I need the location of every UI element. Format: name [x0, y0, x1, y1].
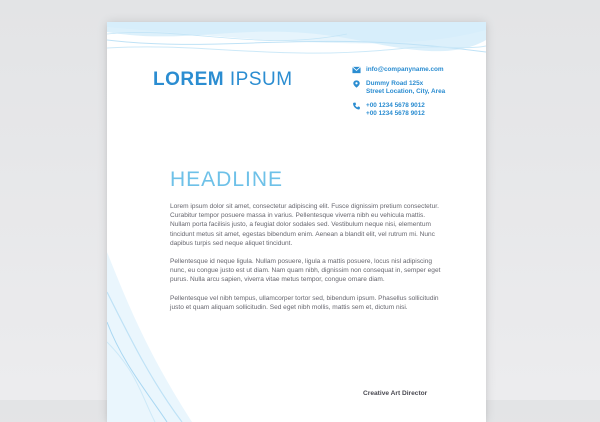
- signature-title: Creative Art Director: [363, 390, 428, 397]
- letter-body: [170, 202, 445, 321]
- brand-bold: LOREM: [153, 69, 225, 90]
- contact-phone-2[interactable]: +00 1234 5678 9012: [366, 110, 425, 117]
- contact-block: [352, 66, 482, 118]
- contact-address-line1: Dummy Road 125x: [366, 80, 424, 87]
- brand-light: IPSUM: [229, 69, 293, 90]
- contact-email[interactable]: info@companyname.com: [366, 66, 444, 73]
- contact-phone-1[interactable]: +00 1234 5678 9012: [366, 102, 425, 109]
- paragraph-2: Pellentesque id neque ligula. Nullam posuere, ligula a mattis posuere, locus nisl adipiscing nunc, eu congue justo est ut diam. Nam quam nibh, dignissim non consequat in, semper eget purus. Nulla arcu sapien, viverra vitae metus tempor, congue ornare diam.: [170, 258, 441, 284]
- company-logo-text: [153, 69, 293, 91]
- contact-address-row: [352, 80, 482, 96]
- contact-address-line2: Street Location, City, Area: [366, 88, 446, 95]
- location-pin-icon: [352, 80, 361, 88]
- paragraph-1: Lorem ipsum dolor sit amet, consectetur adipiscing elit. Fusce dignissim pretium consectetur. Curabitur tempor posuere massa in varius. Pellentesque viverra nibh eu vehicula mattis. Nullam porta facilisis justo, a feugiat dolor sodales sed. Vestibulum neque nisi, elementum tincidunt metus sit amet, egestas bibendum enim. Aenean a blandit elit, vel rutrum mi. Nunc dapibus turpis sed neque aliquet tincidunt.: [170, 203, 439, 247]
- contact-phone-row: [352, 102, 482, 118]
- phone-icon: [352, 102, 361, 110]
- envelope-icon: [352, 66, 361, 74]
- headline: HEADLINE: [170, 168, 284, 191]
- letterhead-page: [107, 22, 486, 422]
- paragraph-3: Pellentesque vel nibh tempus, ullamcorper tortor sed, bibendum ipsum. Phasellus sollicitudin justo et quam aliquam sollicitudin. Sed eget nibh mollis, mattis sem et, dictum nisi.: [170, 294, 439, 311]
- contact-email-row: [352, 66, 482, 74]
